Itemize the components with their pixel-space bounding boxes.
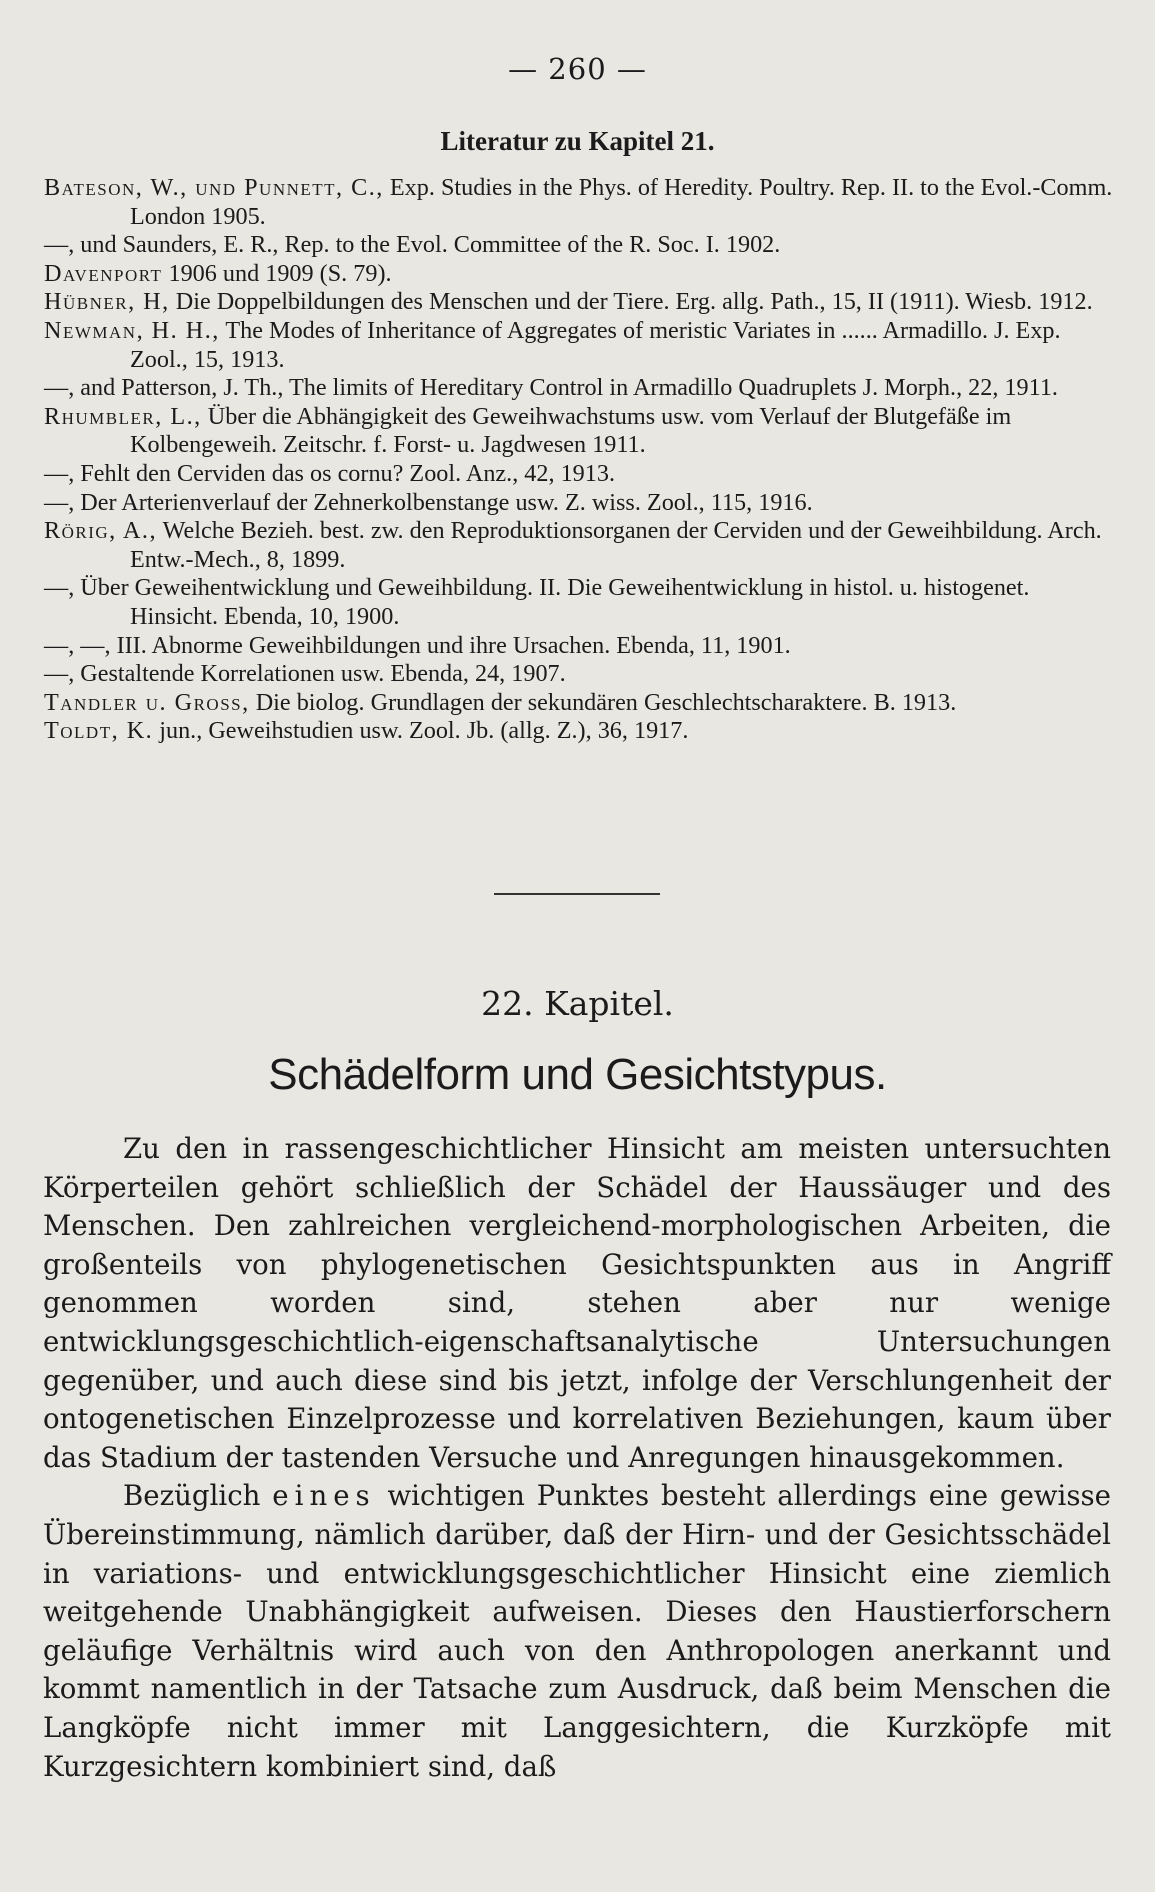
paragraph — [43, 1477, 1111, 1786]
reference-entry — [44, 374, 1117, 403]
reference-entry — [44, 174, 1117, 231]
reference-author: Bateson, W., und Punnett, C., — [44, 174, 384, 201]
reference-list — [44, 174, 1117, 746]
paragraph-text: Bezüglich — [123, 1479, 273, 1513]
chapter-body — [43, 1130, 1111, 1786]
reference-text: —, und Saunders, E. R., Rep. to the Evol. Committee of the R. Soc. I. 1902. — [44, 231, 781, 259]
reference-entry — [44, 231, 1117, 260]
reference-text: —, Fehlt den Cerviden das os cornu? Zool. Anz., 42, 1913. — [44, 459, 616, 487]
reference-entry — [44, 403, 1117, 460]
reference-author: Davenport — [44, 259, 163, 287]
reference-text: —, Gestaltende Korrelationen usw. Ebenda, 24, 1907. — [44, 660, 566, 688]
reference-text: —, Über Geweihentwicklung und Geweihbildung. II. Die Geweihentwicklung in histol. u. histogenet. Hinsicht. Ebenda, 10, 1900. — [44, 574, 1030, 630]
chapter-number: 22. Kapitel. — [481, 984, 674, 1023]
reference-author: Toldt, K. — [44, 717, 154, 745]
reference-entry — [44, 689, 1117, 718]
reference-author: Rörig, A., — [44, 517, 158, 545]
section-divider — [494, 893, 660, 895]
reference-entry — [44, 260, 1117, 289]
reference-entry — [44, 660, 1117, 689]
chapter-title: Schädelform und Gesichtstypus. — [268, 1050, 887, 1099]
reference-author: Newman, H. H., — [44, 316, 220, 344]
reference-text: Die biolog. Grundlagen der sekundären Geschlechtscharaktere. B. 1913. — [249, 688, 957, 716]
reference-entry — [44, 574, 1117, 631]
reference-entry — [44, 717, 1117, 746]
reference-text: The Modes of Inheritance of Aggregates of meristic Variates in ...... Armadillo. J. Exp. Zool., 15, 1913. — [130, 316, 1061, 373]
reference-text: —, —, III. Abnorme Geweihbildungen und ihre Ursachen. Ebenda, 11, 1901. — [44, 631, 791, 659]
reference-text: —, and Patterson, J. Th., The limits of Hereditary Control in Armadillo Quadruplets J. Morph., 22, 1911. — [44, 374, 1058, 402]
reference-text: Exp. Studies in the Phys. of Heredity. Poultry. Rep. II. to the Evol.-Comm. London 1905. — [130, 174, 1113, 230]
reference-entry — [44, 632, 1117, 661]
reference-entry — [44, 460, 1117, 489]
reference-text: 1906 und 1909 (S. 79). — [162, 259, 392, 287]
reference-entry — [44, 489, 1117, 518]
reference-text: —, Der Arterienverlauf der Zehnerkolbenstange usw. Z. wiss. Zool., 115, 1916. — [44, 488, 813, 516]
reference-author: Rhumbler, L., — [44, 402, 202, 430]
reference-text: jun., Geweihstudien usw. Zool. Jb. (allg. Z.), 36, 1917. — [153, 717, 689, 745]
page-number: — 260 — — [508, 52, 647, 86]
reference-author: Tandler u. Gross, — [44, 688, 250, 716]
reference-text: Die Doppelbildungen des Menschen und der Tiere. Erg. allg. Path., 15, II (1911). Wiesb. 1912. — [169, 288, 1093, 316]
reference-text: Welche Bezieh. best. zw. den Reproduktionsorganen der Cerviden und der Geweihbildung. Arch. Entw.-Mech., 8, 1899. — [130, 517, 1102, 573]
paragraph: Zu den in rassengeschichtlicher Hinsicht am meisten untersuchten Körperteilen gehört schließlich der Schädel der Haussäuger und des Menschen. Den zahlreichen vergleichend-morphologischen Arbeiten, die großenteils von phylogenetischen Gesichtspunkten aus in Angriff genommen worden sind, stehen aber nur wenige entwicklungsgeschichtlich-eigenschaftsanalytische Untersuchungen gegenüber, und auch diese sind bis jetzt, infolge der Verschlungenheit der ontogenetischen Einzelprozesse und korrelativen Beziehungen, kaum über das Stadium der tastenden Versuche und Anregungen hinausgekommen. — [43, 1132, 1111, 1474]
paragraph-text: wichtigen Punktes besteht allerdings eine gewisse Übereinstimmung, nämlich darüber, daß der Hirn- und der Gesichtsschädel in variations- und entwicklungsgeschichtlicher Hinsicht eine ziemlich weitgehende Unabhängigkeit aufweisen. Dieses den Haustierforschern geläufige Verhältnis wird auch von den Anthropologen anerkannt und kommt namentlich in der Tatsache zum Ausdruck, daß beim Menschen die Langköpfe nicht immer mit Langgesichtern, die Kurzköpfe mit Kurzgesichtern kombiniert sind, daß — [43, 1479, 1111, 1783]
reference-text: Über die Abhängigkeit des Geweihwachstums usw. vom Verlauf der Blutgefäße im Kolbengeweih. Zeitschr. f. Forst- u. Jagdwesen 1911. — [130, 402, 1012, 459]
reference-entry — [44, 288, 1117, 317]
reference-author: Hübner, H, — [44, 288, 170, 316]
reference-entry — [44, 517, 1117, 574]
literature-heading: Literatur zu Kapitel 21. — [440, 126, 715, 156]
reference-entry — [44, 317, 1117, 374]
emphasized-word: eines — [272, 1479, 376, 1513]
